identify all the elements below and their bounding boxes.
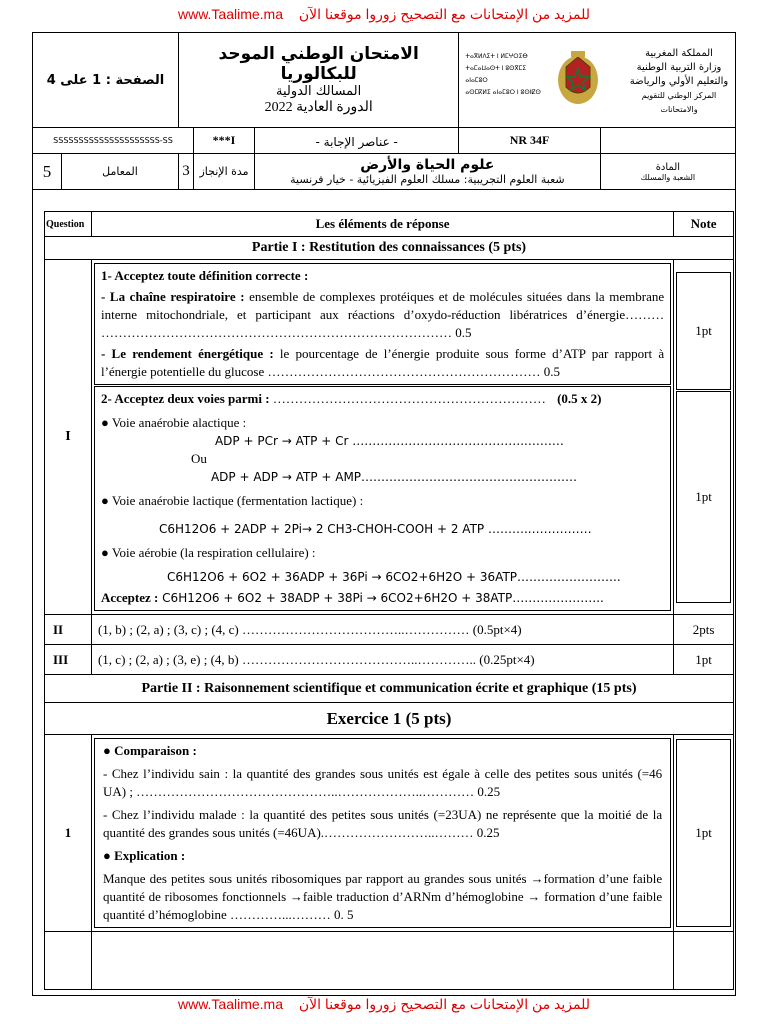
s1-note: 1pt	[676, 272, 731, 390]
coat-of-arms-icon	[553, 47, 603, 107]
v2-eq: C6H12O6 + 2ADP + 2Pi→ 2 CH3-CHOH-COOH + 2 ATP ………..……………	[158, 522, 592, 536]
accept-eq: C6H12O6 + 6O2 + 38ADP + 38Pi → 6CO2+6H2O + 38ATP…………………..	[158, 591, 604, 605]
tif-line: ⴰⵙⵎⴽⵍⵉ ⴰⵏⴰⵎⵓⵔ ⵏ ⵓⵙⵏⵇⵙ	[465, 89, 541, 96]
rend-label: - Le rendement énergétique :	[100, 346, 274, 361]
row-I-label: I	[45, 260, 92, 615]
banner-text: للمزيد من الإمتحانات مع التصحيح زوروا موقعنا الآن	[298, 6, 591, 22]
bottom-banner	[0, 996, 768, 1013]
v1: ● Voie anaérobie alactique :	[100, 415, 247, 430]
site-url[interactable]: www.Taalime.ma	[177, 996, 283, 1012]
row-III-text: (1, c) ; (2, a) ; (3, e) ; (4, b) …………………………………..………….. (0.25pt×4)	[97, 651, 535, 667]
row-I-content	[91, 260, 673, 615]
part1-title: Partie I : Restitution des connaissances (5 pts)	[45, 237, 734, 260]
v1-eq1: ADP + PCr → ATP + Cr ……………………………………..………	[214, 434, 564, 448]
row-II-note: 2pts	[674, 615, 734, 645]
tifinagh-block	[465, 51, 547, 99]
answers-table	[44, 211, 734, 990]
row-1-notes	[674, 735, 734, 932]
row-I-notes	[674, 260, 734, 615]
empty-cell	[600, 128, 735, 154]
col-elements: Les éléments de réponse	[91, 212, 673, 237]
exam-session: الدورة العادية 2022	[264, 100, 373, 115]
subject-label-cell	[600, 154, 735, 190]
col-question: Question	[45, 212, 92, 237]
site-url[interactable]: www.Taalime.ma	[177, 6, 283, 22]
duration-value: 3	[178, 154, 193, 190]
ministry-line: وزارة التربية الوطنية	[636, 62, 722, 73]
page-label-cell	[33, 33, 179, 128]
code-left: SSSSSSSSSSSSSSSSSSSSS-SS	[33, 128, 194, 154]
empty-cell	[45, 932, 92, 990]
accept-label: Acceptez :	[100, 590, 159, 605]
v3-eq: C6H12O6 + 6O2 + 36ADP + 36Pi → 6CO2+6H2O + 36ATP……………………..	[166, 570, 621, 584]
v1-eq2: ADP + ADP → ATP + AMP………………………………………………	[210, 470, 578, 484]
row-III-label: III	[45, 645, 92, 675]
row-1-note: 1pt	[676, 739, 731, 927]
duration-label: مدة الإنجاز	[194, 154, 255, 190]
exam-track: المسالك الدولية	[276, 84, 362, 99]
row-1-content	[91, 735, 673, 932]
v1-ou: Ou	[190, 451, 207, 466]
empty-cell	[91, 932, 673, 990]
s2-points: (0.5 x 2)	[557, 391, 602, 406]
rend-def: le pourcentage de l’énergie produite sous forme d’ATP par rapport à l’énergie potentielle du glucose ……………………………………………………… 0.5	[100, 346, 665, 379]
v2: ● Voie anaérobie lactique (fermentation lactique) :	[100, 493, 364, 508]
answers-label-cell	[255, 128, 459, 154]
section-2	[94, 386, 671, 611]
subject-cell	[255, 154, 601, 190]
ministry-line: والتعليم الأولي والرياضة	[629, 76, 729, 87]
ministry-cell	[459, 33, 736, 128]
top-banner	[0, 6, 768, 23]
row-1-label: 1	[45, 735, 92, 932]
ministry-block	[629, 47, 729, 117]
row-III-note: 1pt	[674, 645, 734, 675]
v3: ● Voie aérobie (la respiration cellulaire) :	[100, 545, 316, 560]
answers-label: - عناصر الإجابة -	[315, 135, 398, 149]
chain-label: - La chaîne respiratoire :	[100, 289, 245, 304]
s2-title: 2- Acceptez deux voies parmi :	[100, 391, 270, 406]
tif-line: ⵜⴰⵎⴰⵡⴰⵙⵜ ⵏ ⵓⵙⴳⵎⵉ ⴰⵏⴰⵎⵓⵔ	[465, 65, 527, 84]
section-1	[94, 263, 671, 385]
s2-dots: ………………………………………………………	[269, 391, 546, 406]
subject: علوم الحياة والأرض	[360, 157, 495, 173]
s2-note: 1pt	[676, 391, 731, 603]
chain-def: ensemble de complexes protéiques et de molécules situées dans la membrane interne mitochondriale, et participant aux réactions d’oxydo-réduction libératrices d’énergie……… ……………………………………………………………………… 0.5	[100, 289, 665, 340]
tif-line: ⵜⴰⴳⵍⴷⵉⵜ ⵏ ⵍⵎⵖⵔⵉⴱ	[465, 53, 528, 60]
branch-label: الشعبة والمسلك	[640, 172, 696, 182]
coef-value: 5	[33, 154, 62, 190]
exam-title: الامتحان الوطني الموحد للبكالوريا	[218, 44, 419, 84]
row-1-box	[94, 738, 671, 928]
comparison-title: ● Comparaison :	[102, 743, 197, 758]
explication-text: Manque des petites sous unités ribosomiques par rapport au grandes sous unités →formation d’une faible quantité de ribosomes fonctionnels →faible traduction d’ARNm d’hémoglobine → formation d’une faible quantité d’hémoglobine …………...……… 0. 5	[102, 871, 663, 922]
code-right: NR 34F	[459, 128, 600, 154]
exam-header	[32, 32, 736, 190]
branch: شعبة العلوم التجريبية: مسلك العلوم الفيزيائية - خيار فرنسية	[290, 173, 565, 186]
exercise1-title: Exercice 1 (5 pts)	[45, 703, 734, 735]
s1-title: 1- Acceptez toute définition correcte :	[100, 268, 309, 283]
code-mid: ***I	[194, 128, 255, 154]
row-II-text: (1, b) ; (2, a) ; (3, c) ; (4, c) ………………………………..…………… (0.5pt×4)	[97, 621, 522, 637]
coef-label: المعامل	[62, 154, 179, 190]
comparison-2: - Chez l’individu malade : la quantité des petites sous unités (=23UA) ne représente que la moitié de la quantité des grandes sous unités (=46UA).……………………..……… 0.25	[102, 807, 663, 840]
row-II-label: II	[45, 615, 92, 645]
explication-title: ● Explication :	[102, 848, 186, 863]
empty-cell	[674, 932, 734, 990]
banner-text: للمزيد من الإمتحانات مع التصحيح زوروا موقعنا الآن	[298, 996, 591, 1012]
part2-title: Partie II : Raisonnement scientifique et communication écrite et graphique (15 pts)	[45, 675, 734, 703]
ministry-line: المملكة المغربية	[645, 48, 713, 59]
exam-title-cell	[178, 33, 458, 128]
comparison-1: - Chez l’individu sain : la quantité des grandes sous unités est égale à celle des petites sous unités (=46 UA) ; ………………………………………..………………..………… 0.25	[102, 766, 663, 799]
subject-label: المادة	[655, 161, 681, 173]
col-note: Note	[674, 212, 734, 237]
ministry-line: المركز الوطني للتقويم والامتحانات	[641, 91, 717, 114]
page-label: الصفحة : 1 على 4	[46, 73, 165, 88]
